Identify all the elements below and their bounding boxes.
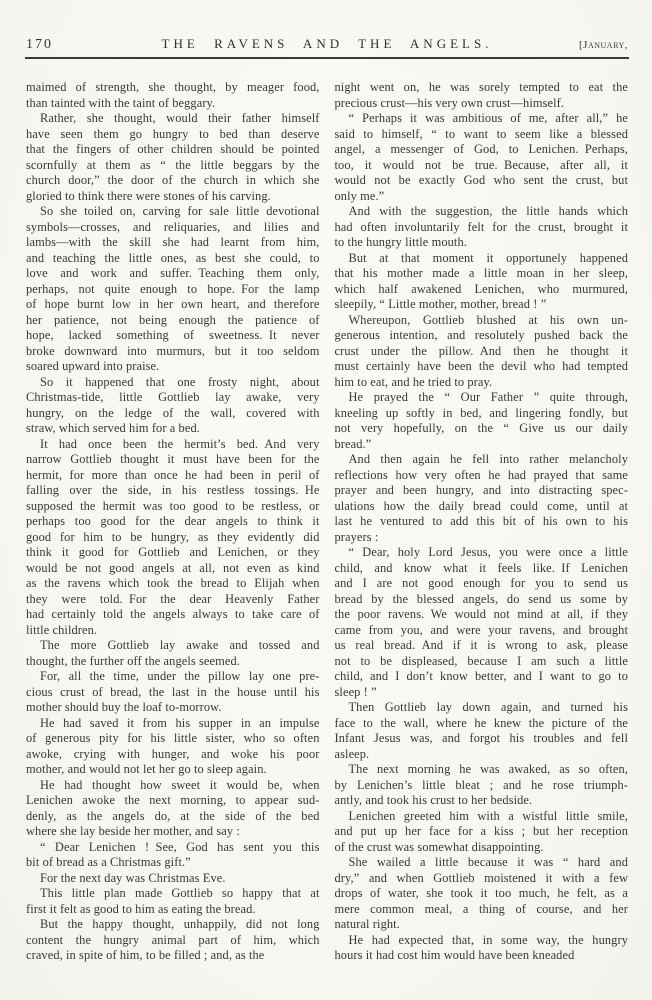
paragraph [26,871,320,887]
paragraph [335,762,629,809]
text-line: where she lay beside her mother, and say : [26,824,240,838]
text-line: mother should buy the loaf to-morrow. [26,700,222,714]
text-line: falling over the side, in his restless tossings. He [26,483,320,497]
text-line: So it happened that one frosty night, about [40,374,320,389]
text-line: hope, lacked something of sweetness. It never [26,328,320,342]
text-line: Rather, she thought, would their father himself [40,111,320,125]
text-line: mere common meal, a thing of course, and her [334,901,628,916]
text-line: She wailed a little because it was “ hard and [348,855,628,869]
text-line: that the fingers of other children should be pointed [26,142,320,156]
paragraph [335,933,629,964]
paragraph [335,390,629,452]
page-header [26,36,628,53]
text-line: and I are not good enough for you to send us [334,576,628,590]
text-line: first it felt as good to him as eating the bread. [26,901,256,916]
text-line: love and work and suffer. Teaching them only, [26,266,320,280]
text-line: It had once been the hermit’s bed. And very [40,436,320,451]
text-line: the poor ravens. We would not mind at all, if they [334,607,628,621]
text-line: sleepily, “ Little mother, mother, bread ! ” [334,297,547,311]
text-line: hungry, on the ledge of the wall, covered with [26,405,320,420]
text-line: than tainted with the taint of beggary. [26,95,216,110]
issue-date: [January, [579,39,628,51]
text-line: This little plan made Gottlieb so happy that at [40,886,320,900]
text-line: must certainly have been the devil who had tempted [334,359,628,373]
text-line: had certainly told the angels always to take care of [26,607,320,621]
text-line: Whereupon, Gottlieb blushed at his own un- [348,312,628,327]
text-line: crust under the pillow. And then he thought it [334,343,628,358]
text-line: scornfully at them as “ the little beggars by the [26,157,320,172]
text-line: not to be displeased, because I am such a little [334,653,628,668]
paragraph [26,840,320,871]
text-line: child, and know what it feels like. If Lenichen [334,560,628,575]
text-line: of generous pity for his little sister, who so often [26,731,320,745]
text-line: For the next day was Christmas Eve. [40,870,226,885]
text-line: symbols—crosses, and reliquaries, and lilies and [26,219,320,234]
text-line: perhaps too good for the dear angels to think it [26,514,320,528]
text-line: ulations how the daily bread could come, until at [334,498,628,513]
header-rule [25,57,629,59]
text-line: child, and I don’t know better, and I want to go to [334,669,628,683]
text-line: The next morning he was awaked, as so often, [348,762,628,776]
text-line: “ Dear Lenichen ! See, God has sent you this [40,839,320,854]
text-line: broke downward into murmurs, but it too seldom [26,343,320,358]
paragraph [26,638,320,669]
text-line: cious crust of bread, the last in the house until his [26,684,320,699]
text-line: which half awakened Lenichen, who murmured, [334,281,628,296]
text-line: So she toiled on, carving for sale little devotional [40,204,320,218]
text-line: only me.” [334,188,385,203]
text-line: lambs—with the skill she had learnt from him, [26,235,320,249]
text-line: that his mother made a little moan in her sleep, [334,266,628,280]
text-line: craved, in spite of him, to be filled ; and, as the [26,948,265,962]
text-line: “ Perhaps it was ambitious of me, after all,” he [348,111,628,125]
text-line: awoke, crying with hunger, and woke his poor [26,746,320,761]
text-line: would be not good angels at all, not even as kind [26,560,320,575]
text-line: would not be exactly God who sent the crust, but [334,173,628,187]
text-line: church door,” the door of the church in which she [26,173,320,187]
text-line: straw, which served him for a bed. [26,421,200,435]
right-column [335,80,629,964]
text-line: little children. [26,622,98,637]
text-line: He had thought how sweet it would be, when [40,777,320,792]
text-line: dry,” and when Gottlieb moistened it with a few [334,870,628,885]
text-line: He had expected that, in some way, the hungry [348,932,628,947]
text-line: The more Gottlieb lay awake and tossed and [40,638,320,652]
paragraph [26,111,320,204]
running-title: THE RAVENS AND THE ANGELS. [161,36,493,51]
text-line: “ Dear, holy Lord Jesus, you were once a little [348,545,628,559]
text-line: have seen them go hungry to bed than deserve [26,126,320,141]
paragraph [335,855,629,933]
text-line: him to eat, and he tried to pray. [334,374,493,389]
text-line: natural right. [334,917,400,931]
text-line: last he ventured to add this bit of his own to his [334,514,628,528]
text-line: perhaps, not quite enough to hope. For the lamp [26,281,320,296]
text-line: thought, the further off the angels seemed. [26,653,240,668]
text-line: of the crust was somewhat disappointing. [334,839,544,854]
text-line: of hope burnt low in her own heart, and therefore [26,297,320,311]
text-line: us real bread. And if it is wrong to ask, please [334,638,628,652]
text-line: precious crust—his very own crust—himself. [334,95,565,110]
text-line: good for him to be hungry, as they evidently did [26,529,320,544]
text-line: said to himself, “ to want to seem like a blessed [334,126,628,141]
text-line: Infant Jesus was, and forgot his troubles and fell [334,731,628,745]
paragraph [335,700,629,762]
text-line: mother, and would not let her go to sleep again. [26,762,267,776]
text-line: maimed of strength, she thought, by meager food, [26,80,320,94]
paragraph [26,437,320,639]
text-line: gloried to think there were stones of his carving. [26,188,271,203]
text-line: soared upward into praise. [26,359,160,373]
text-line: reflections how very often he had prayed that same [334,467,628,482]
text-line: Christmas-tide, little Gottlieb lay awake, very [26,390,320,404]
left-column [26,80,320,964]
text-line: bread by the blessed angels, do send us some by [334,591,628,606]
text-columns [26,80,628,964]
paragraph [335,452,629,545]
paragraph [335,204,629,251]
paragraph [26,886,320,917]
text-line: bread.” [334,436,372,451]
text-line: too, it would not be true. Because, after all, it [334,157,628,172]
paragraph [26,917,320,964]
text-line: hours it had cost him would have been kneaded [334,948,575,962]
text-line: content the hungry animal part of him, which [26,932,320,947]
text-line: He had saved it from his supper in an impulse [40,715,320,730]
text-line: Then Gottlieb lay down again, and turned his [348,700,628,714]
text-line: asleep. [334,746,370,761]
text-line: think it good for Gottlieb and Lenichen, or they [26,545,320,559]
paragraph [26,80,320,111]
text-line: He prayed the “ Our Father ” quite through, [348,390,628,404]
paragraph [26,669,320,716]
text-line: drops of water, she took it too much, he felt, as a [334,886,628,900]
paragraph [26,778,320,840]
text-line: And then again he fell into rather melancholy [348,452,628,466]
text-line: her patience, not being enough the patience of [26,312,320,327]
text-line: prayer and been hungry, and into distracting spec- [334,483,628,497]
paragraph [335,80,629,111]
text-line: kneeling up softly in bed, and lingering fondly, but [334,405,628,420]
text-line: But at that moment it opportunely happened [348,250,628,265]
text-line: antly, and took his crust to her bedside. [334,793,533,807]
paragraph [335,545,629,700]
text-line: But the happy thought, unhappily, did not long [40,917,320,931]
text-line: and put up her face for a kiss ; but her reception [334,824,628,838]
text-line: not very hopefully, on the “ Give us our daily [334,421,628,435]
text-line: as the ravens which took the bread to Elijah when [26,576,320,590]
text-line: face to the wall, where he knew the picture of the [334,715,628,730]
text-line: by Lenichen’s little bleat ; and he rose triumph- [334,777,628,792]
text-line: night went on, he was sorely tempted to eat the [334,80,628,94]
text-line: For, all the time, under the pillow lay one pre- [40,669,320,683]
paragraph [335,313,629,391]
text-line: sleep ! ” [334,684,377,699]
paragraph [26,375,320,437]
page-number: 170 [26,37,53,52]
text-line: supposed the hermit was too good to be restless, or [26,498,320,513]
text-line: prayers : [334,529,379,544]
paragraph [335,809,629,856]
text-line: and teaching the little ones, as best she could, to [26,250,320,265]
text-line: denly, as the angels do, at the side of the bed [26,808,320,823]
text-line: generous intention, and resolutely pushed back the [334,328,628,342]
text-line: narrow Gottlieb thought it must have been for the [26,452,320,466]
text-line: had often involuntarily felt for the crust, brought it [334,219,628,234]
paragraph [26,716,320,778]
text-line: angel, a messenger of God, to Lenichen. Perhaps, [334,142,628,156]
paragraph [335,251,629,313]
text-line: hermit, for more than once he had been in peril of [26,467,320,482]
paragraph [26,204,320,375]
text-line: came from you, and were your ravens, and brought [334,622,628,637]
paragraph [335,111,629,204]
text-line: they were told. For the dear Heavenly Father [26,591,320,606]
text-line: bit of bread as a Christmas gift.” [26,855,191,869]
text-line: Lenichen greeted him with a wistful little smile, [348,808,628,823]
text-line: Lenichen awoke the next morning, to appear sud- [26,793,320,807]
text-line: to the hungry little mouth. [334,235,467,249]
text-line: And with the suggestion, the little hands which [348,204,628,218]
